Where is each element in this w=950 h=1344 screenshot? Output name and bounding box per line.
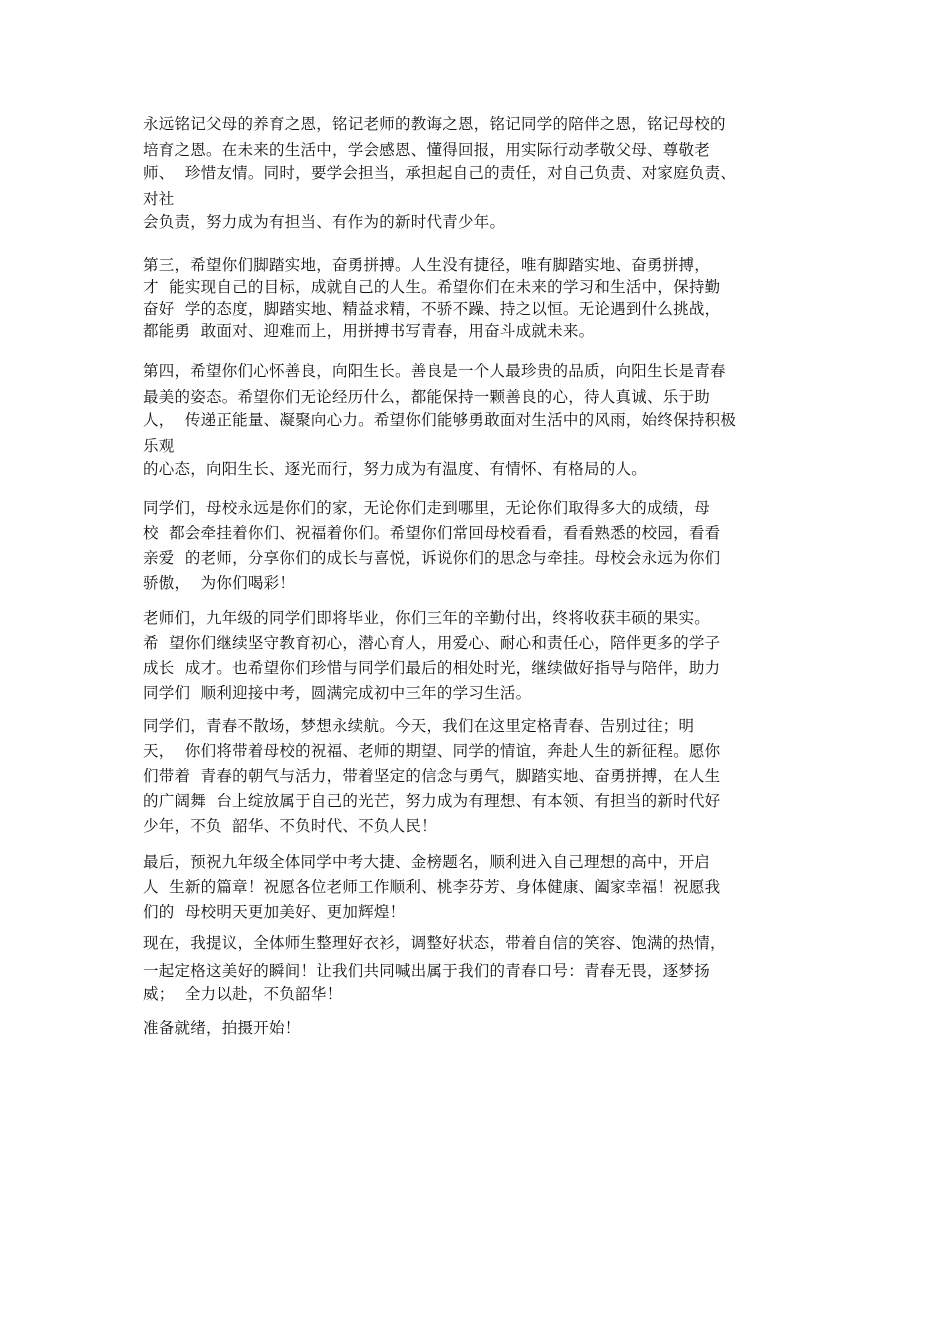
text-line: 永远铭记父母的养育之恩，铭记老师的教诲之恩，铭记同学的陪伴之恩，铭记母校的 [143, 115, 726, 133]
text-line: 才 能实现自己的目标，成就自己的人生。希望你们在未来的学习和生活中，保持勤 [143, 278, 721, 296]
text-line: 天， 你们将带着母校的祝福、老师的期望、同学的情谊，奔赴人生的新征程。愿你 [143, 742, 721, 760]
text-line: 准备就绪，拍摄开始！ [143, 1019, 301, 1037]
paragraph-teachers [143, 606, 843, 706]
text-line: 的广阔舞 台上绽放属于自己的光芒，努力成为有理想、有本领、有担当的新时代好 [143, 792, 721, 810]
text-line: 亲爱 的老师，分享你们的成长与喜悦，诉说你们的思念与牵挂。母校会永远为你们 [143, 549, 721, 567]
text-line: 的心态，向阳生长、逐光而行，努力成为有温度、有情怀、有格局的人。 [143, 460, 648, 478]
paragraph-ready [143, 1017, 843, 1040]
text-line: 培育之恩。在未来的生活中，学会感恩、懂得回报，用实际行动孝敬父母、尊敬老 [143, 141, 711, 159]
text-line: 奋好 学的态度，脚踏实地、精益求精，不骄不躁、持之以恒。无论遇到什么挑战， [143, 300, 721, 318]
paragraph-gratitude [143, 113, 843, 234]
text-line: 师、 珍惜友情。同时，要学会担当，承担起自己的责任，对自己负责、对家庭负责、 [143, 164, 737, 182]
text-line: 第四，希望你们心怀善良，向阳生长。善良是一个人最珍贵的品质，向阳生长是青春 [143, 362, 726, 380]
text-line: 一起定格这美好的瞬间！让我们共同喊出属于我们的青春口号：青春无畏，逐梦扬 [143, 962, 711, 980]
text-line: 都能勇 敢面对、迎难而上，用拼搏书写青春，用奋斗成就未来。 [143, 322, 595, 340]
text-line: 们带着 青春的朝气与活力，带着坚定的信念与勇气，脚踏实地、奋勇拼搏，在人生 [143, 767, 721, 785]
text-line: 老师们，九年级的同学们即将毕业，你们三年的辛勤付出，终将收获丰硕的果实。 [143, 609, 711, 627]
text-line: 最后，预祝九年级全体同学中考大捷、金榜题名，顺利进入自己理想的高中，开启 [143, 853, 711, 871]
text-line: 希 望你们继续坚守教育初心，潜心育人，用爱心、耐心和责任心，陪伴更多的学子 [143, 634, 721, 652]
text-line: 们的 母校明天更加美好、更加辉煌！ [143, 903, 406, 921]
text-line: 校 都会牵挂着你们、祝福着你们。希望你们常回母校看看，看看熟悉的校园，看看 [143, 524, 721, 542]
text-line: 现在，我提议，全体师生整理好衣衫，调整好状态，带着自信的笑容、饱满的热情， [143, 934, 726, 952]
paragraph-alma-mater [143, 496, 843, 596]
text-line: 威； 全力以赴，不负韶华！ [143, 985, 343, 1003]
text-line: 人， 传递正能量、凝聚向心力。希望你们能够勇敢面对生活中的风雨，始终保持积极 [143, 411, 737, 429]
text-line: 乐观 [143, 437, 175, 455]
paragraph-proposal [143, 932, 843, 1006]
text-line: 对社 [143, 190, 175, 208]
paragraph-third-wish [143, 254, 843, 342]
text-line: 同学们，青春不散场，梦想永续航。今天，我们在这里定格青春、告别过往；明 [143, 717, 695, 735]
text-line: 人 生新的篇章！祝愿各位老师工作顺利、桃李芬芳、身体健康、阖家幸福！祝愿我 [143, 878, 721, 896]
text-line: 第三，希望你们脚踏实地，奋勇拼搏。人生没有捷径，唯有脚踏实地、奋勇拼搏， [143, 256, 711, 274]
paragraph-fourth-wish [143, 360, 843, 481]
paragraph-youth [143, 714, 843, 839]
text-line: 会负责，努力成为有担当、有作为的新时代青少年。 [143, 213, 506, 231]
text-line: 同学们，母校永远是你们的家，无论你们走到哪里，无论你们取得多大的成绩，母 [143, 499, 711, 517]
text-line: 少年，不负 韶华、不负时代、不负人民！ [143, 817, 437, 835]
paragraph-final-wishes [143, 850, 843, 925]
text-line: 最美的姿态。希望你们无论经历什么，都能保持一颗善良的心，待人真诚、乐于助 [143, 388, 711, 406]
text-line: 成长 成才。也希望你们珍惜与同学们最后的相处时光，继续做好指导与陪伴，助力 [143, 659, 721, 677]
text-line: 同学们 顺利迎接中考，圆满完成初中三年的学习生活。 [143, 684, 532, 702]
text-line: 骄傲， 为你们喝彩！ [143, 574, 296, 592]
